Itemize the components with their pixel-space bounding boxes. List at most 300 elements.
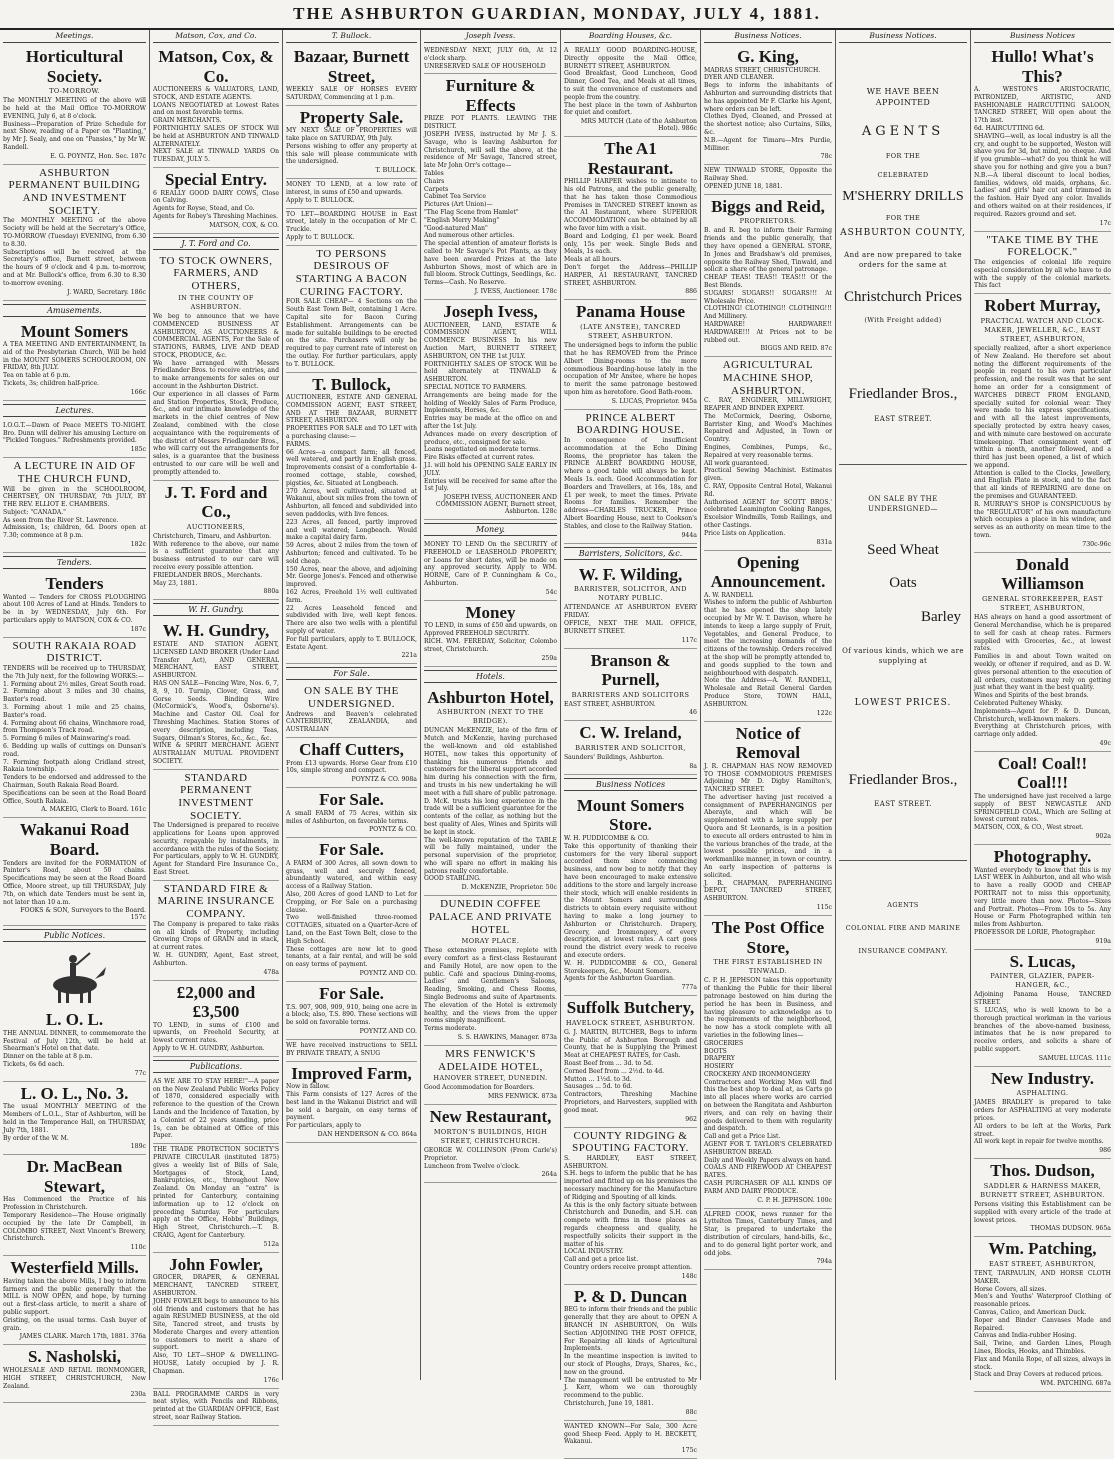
notice-line: ASHBURTON COUNTY, (840, 228, 966, 239)
ad-ball-programme-cards-in (153, 1389, 279, 1426)
ad-title: S. Nasholski, (27, 1347, 122, 1367)
ad-title: Branson & Purnell, (590, 650, 671, 690)
ad-subtitle: THE FIRST ESTABLISHED IN TINWALD. (713, 958, 823, 976)
section-header: J. T. Ford and Co. (153, 237, 279, 250)
ad-title: L. O. L. (45, 1010, 104, 1030)
notice-line: AGENTS (861, 124, 945, 140)
notice-line: AGENTS (887, 900, 919, 909)
ad-title: AGRICULTURAL MACHINE SHOP, ASHBURTON. (722, 359, 814, 397)
ad-signature: 17c (1099, 219, 1111, 227)
ad-signature: 182c (130, 541, 146, 549)
ad-body: MY NEXT SALE OF PROPERTIES will take place on SATURDAY, 9th July. Persons wishing to offer any property at this sale will please communicate with the undersigned. (286, 127, 417, 166)
ad-signature: 187c (130, 625, 146, 633)
ad-donald-williamson (974, 553, 1111, 752)
ad-chaff-cutters (286, 738, 417, 788)
ad-body: Tenders are invited for the FORMATION of Painter's Road, about 50 chains. Specifications may be seen at the Road Board Office, Moore street, up till THURSDAY, July 7th, on which date Tenders must be sent in, not later than 10 a.m. (3, 859, 148, 906)
ad-for-sale (286, 788, 417, 838)
ad-property-sale (286, 106, 417, 180)
column-header: T. Bullock. (286, 30, 417, 43)
ad-signature: 176c (263, 1376, 279, 1384)
ad-t-bullock (286, 373, 417, 665)
ad-signature: 117c (681, 636, 697, 644)
ad-body: FOR SALE CHEAP— 4 Sections on the South East Town Belt, containing 1 Acre. Capital site for Bacon Curing Establishment. Arrangements can be made for suitable buildings to be erected on the site. Purchasers will only be required to pay current rate of interest on the outlay. For further particulars, apply to T. BULLOCK. (286, 298, 419, 368)
notice-line: Oats (889, 575, 917, 592)
ad-agricultural-machine-shop-ashburton (704, 357, 832, 550)
ad-signature: 986 (1099, 1147, 1111, 1155)
ad-title: W. F. Wilding, (578, 564, 683, 584)
ad-body: Adjoining Panama House, TANCRED STREET. S. LUCAS, who is well known to be a thorough practical workman in the various branches of the above-named business, intimates that he is now prepared to receive orders, and solicits a share of public support. (974, 991, 1111, 1053)
ad-title: J. T. Ford and Co., (164, 482, 268, 522)
ad-subtitle: IN THE COUNTY OF ASHBURTON. (178, 293, 254, 311)
ad-dr-macbean-stewart (3, 1155, 146, 1256)
ad-alfred-cook-news-runner (704, 1209, 832, 1271)
ad-subtitle: BARRISTERS AND SOLICITORS (571, 690, 690, 699)
section-header: Business Notices (564, 778, 697, 791)
ad-signature: 77c (134, 1069, 146, 1077)
ad-title: For Sale. (319, 790, 384, 810)
ad-signature: POYNTZ AND CO. (359, 1027, 417, 1035)
ad-new-tinwald-store-oppos (704, 165, 832, 194)
ad-title: TO STOCK OWNERS, FARMERS, AND OTHERS, (159, 254, 273, 293)
ad-body: The exigencies of colonial life require especial consideration by all who have to do with the supply of the colonial markets. This fact (974, 258, 1113, 290)
section-header: Amusements. (3, 304, 146, 317)
ad-signature: THOMAS DUDSON. 965a (1030, 1225, 1111, 1233)
ad-title: MRS FENWICK'S ADELAIDE HOTEL, (438, 1048, 543, 1073)
ad-john-fowler (153, 1253, 279, 1389)
ad-bazaar-burnett-street (286, 45, 417, 106)
ad-signature: 794a (816, 1258, 832, 1266)
ad-body: TO LEND, in sums of £50 and upwards, on Approved FREEHOLD SECURITY. RICH. WM. FEREDAY, Solicitor, Colombo street, Christchurch. (424, 622, 557, 653)
ad-signature: DAN HENDERSON & CO. 864a (317, 1130, 417, 1138)
ad-title: For Sale. (319, 984, 384, 1004)
column-header: Meetings. (3, 30, 146, 43)
ad-signature: J. IVESS, Auctioneer. 178c (474, 288, 557, 296)
ad-body: AUCTIONEERS & VALUATORS, LAND, STOCK, AND ESTATE AGENTS. LOANS NEGOTIATED at Lowest Rates and on most favorable terms. GRAIN MERCHANTS. FORTNIGHTLY SALES OF STOCK Will be held at ASHBURTON AND TINWALD ALTERNATELY. NEXT SALE at TINWALD YARDS On TUESDAY, JULY 5. (153, 86, 279, 164)
ad-furniture-effects (424, 74, 557, 300)
ad-body: The usual MONTHLY MEETING of the Members of L.O.L., Star of Ashburton, will be held in the Temperance Hall, on THURSDAY, July 7th, 1881. By order of the W. M. (3, 1103, 146, 1142)
ad-signature: 831a (816, 538, 832, 546)
ad-subtitle: PROPRIETORS. (739, 217, 797, 226)
ad-subtitle: SADDLER & HARNESS MAKER, BURNETT STREET, ASHBURTON. (980, 1181, 1105, 1199)
ad-title: £2,000 and £3,500 (176, 982, 256, 1022)
ad-signature: 886 (685, 288, 697, 296)
masthead (0, 0, 1114, 30)
ad-signature: 259a (541, 654, 557, 662)
ad-signature: MRS MUTCH (Late of the Ashburton Hotel). 986c (580, 118, 697, 133)
ad-title: Robert Murray, (984, 296, 1101, 316)
horseman-illustration (40, 945, 110, 1005)
ad-title: A LECTURE IN AID OF THE CHURCH FUND, (13, 460, 136, 485)
ad-title: Ashburton Hotel, (427, 687, 554, 707)
ad-the-post-office-store (704, 916, 832, 1209)
ad-take-time-by-the-forelock (974, 232, 1111, 294)
ad-the-trade-protection-soc (153, 1144, 279, 1253)
ad-new-restaurant (424, 1105, 557, 1183)
ad-matson-cox-co (153, 45, 279, 168)
ad-signature: 189c (130, 1143, 146, 1151)
masthead-title: THE ASHBURTON GUARDIAN, MONDAY, JULY 4, 1881. (293, 4, 821, 23)
ad-signature: 478a (263, 968, 279, 976)
ad-wanted-known-for-sale-3 (564, 1421, 697, 1459)
ad-body: specially realized, after a short experience of New Zealand. He therefore set about noting the different requirements of the people in regard to his own particular profession, and the result was that he sent home an order for a consignment of WATCHES DIRECT FROM ENGLAND, specially suited for colonial wear. They were made to his express specifications, and with all the latest improvements, specially protected by extra heavy cases, and with minute care bestowed on accurate timekeeping. That consignment went off within a month, another followed, and a third has just been opened, a list of which we append. Attention is called to the Clocks, Jewellery, and English Plate in stock, and to the fact that all kinds of REPAIRING are done on the premises and GUARANTEED. R. MURRAY'S SHOP is CONSPICUOUS by the "REGULATOR" of his own manufacture which occupies a place in his window, and serves as an authority on mean time to the town. (974, 344, 1111, 540)
ad-body: Andrews and Beaven's celebrated CANTERBURY, ZEALANDIA, and AUSTRALIAN (286, 710, 419, 734)
ad-signature: SAMUEL LUCAS. 111c (1038, 1054, 1111, 1062)
ad-body: Has Commenced the Practice of his Profession in Christchurch. Temporary Residence—The House originally occupied by the late Dr Campbell, in COLOMBO STREET, Next Vincent's Brewery, Christchurch. (3, 1196, 146, 1243)
ad-mount-somers-store (564, 794, 697, 996)
notice-line: Christchurch Prices (844, 289, 962, 306)
ad-body: The undersigned have just received a large supply of BEST NEWCASTLE AND SPRINGFIELD COAL, Which are Selling at lowest current rates. MATSON, COX, & CO., West street. (974, 792, 1111, 832)
ad-body: We beg to announce that we have COMMENCED BUSINESS AT ASHBURTON, AS AUCTIONEERS & COMMERCIAL AGENTS, For the Sale of STATIONS, FARMS, LIVE AND DEAD STOCK, PRODUCE, &c. We have arranged with Messrs Friedlander Bros. to receive entries, and to make arrangements for sales on our account in the Ashburton District. Our experience in all classes of Farm and Station Properties, Stock, Produce, &c., and our intimate knowledge of the markets in the chief centres of New Zealand, combined with the close acquaintance with the requirements of the district of Messrs Friedlander Bros., who will carry out the arrangements for sales, is a guarantee that the business entrusted to our care will be well and promptly attended to. (153, 312, 279, 476)
ad-title: Bazaar, Burnett Street, (293, 47, 410, 86)
ad-title: Biggs and Reid, (711, 196, 825, 216)
ad-title: L. O. L., No. 3. (20, 1083, 129, 1103)
ad-body: The Undersigned is prepared to receive applications for Loans upon approved security, repayable by instalments, in accordance with the rules of the Society. For particulars, apply to W. H. GUNDRY, Agent for Standard Fire Insurance Co., East Street. (153, 822, 281, 877)
ad-title: Hullo! What's This? (991, 47, 1094, 86)
ad-body: G. J. MARTIN, BUTCHER, Begs to inform the Public of Ashburton Borough and County, that he is Supplying the Primest Meat at CHEAPEST RATES, for Cash. Roast Beef from ... 3d. to 5d. Corned Beef from ... 2½d. to 4d. Mutton ... 1½d. to 3d. Sausages ... 5d. to 6d. Contractors, Threshing Machine Proprietors, and Harvesters, supplied with good meat. (564, 1028, 697, 1114)
notice-line: (With Freight added) (864, 315, 942, 324)
ad-body: PHILLIP HARPER wishes to intimate to his old Patrons, and the public generally, that he has taken those Commodious Premises in TANCRED STREET known as the A1 Restaurant, where SUPERIOR ACCOMMODATION can be obtained by all who favor him with a visit. Board and Lodging, £1 per week. Board only, 15s per week. Single Beds and Meals, 1s each. Meals at all hours. Don't forget the Address—PHILLIP HARPER, A1 RESTAURANT, TANCRED STREET, ASHBURTON. (564, 178, 697, 287)
ad-signature: 49c (1099, 739, 1111, 747)
ad-joseph-ivess (424, 300, 557, 520)
ad-suffolk-butchery (564, 996, 697, 1127)
ad-title: STANDARD PERMANENT INVESTMENT SOCIETY. (178, 771, 254, 822)
ad-standard-fire-marine-insurance-company (153, 881, 279, 981)
ad-body: Good Accommodation for Boarders. (424, 1084, 535, 1092)
ad-title: DUNEDIN COFFEE PALACE AND PRIVATE HOTEL (428, 898, 553, 936)
ad-body: MONEY TO LEND On the SECURITY of FREEHOLD or LEASEHOLD PROPERTY, or Loans for short dates, will be made on any approved security. Apply to WM. HORNE, Care of P. Cunningham & Co., Ashburton. (424, 541, 559, 588)
ad-title: Dr. MacBean Stewart, (26, 1157, 123, 1196)
ad-notice-of-removal (704, 722, 832, 916)
ad-l-o-l-no-3 (3, 1082, 146, 1156)
ad-title: Opening Announcement. (710, 552, 826, 592)
ad-p-d-duncan (564, 1285, 697, 1421)
ad-wednesday-next-july-6th (424, 45, 557, 74)
ad-coal-coal-coal (974, 752, 1111, 845)
ad-body: MONEY TO LEND, at a low rate of interest, in sums of £50 and upwards. Apply to T. BULLOCK. (286, 181, 417, 204)
ad-body: Christchurch, Timaru, and Ashburton. With reference to the above, our name is a sufficient guarantee that any business entrusted to our care will receive every possible attention. FRIEDLANDER BROS., Merchants. May 23, 1881. (153, 532, 279, 587)
ad-body: J. R. CHAPMAN HAS NOW REMOVED TO THOSE COMMODIOUS PREMISES Adjoining Mr D. Digby Hamilton's, TANCRED STREET. The advertiser having just received a consignment of PAPERHANGINGS per Aberayle, and which will be supplemented with a large supply per Quora and St Leonards, is in a position to execute all orders entrusted to him in the various branches of the trade, at the lowest possible prices, and in a workmanlike manner, in town or country. An early inspection of patterns is solicited. J. R. CHAPMAN, PAPERHANGING DEPOT, TANCRED STREET, ASHBURTON. (704, 762, 832, 903)
ad-signature: JAMES CLARK. March 17th, 1881. 376a (19, 1333, 146, 1341)
ad-signature: 919a (1095, 937, 1111, 945)
ad-subtitle: BARRISTER AND SOLICITOR, (575, 744, 686, 753)
notice-line: WE HAVE BEEN APPOINTED (866, 87, 940, 108)
ad-body: C. RAY, ENGINEER, MILLWRIGHT, REAPER AND BINDER EXPERT. The McCormick, Deering, Osborne, Barrister King, and Wood's Machines Repaired and Adjusted, in Town or Country. Engines, Combines, Pumps, &c., Repaired at very reasonable terms. All work guaranteed. Practical Sewing Machinist. Estimates given. C. RAY, Opposite Central Hotel, Wakanui Rd. Authorised AGENT for SCOTT BROS.' celebrated Leamington Cooking Ranges, Excelsior Windmills, Tomb Railings, and other Castings. Price Lists on Application. (704, 397, 832, 537)
ad-title: Joseph Ivess, (443, 302, 538, 322)
column-business-b (971, 30, 1114, 1388)
ad-branson-purnell (564, 649, 697, 722)
ad-title: T. Bullock, (312, 374, 391, 394)
ad-signature: J. WARD, Secretary. 186c (67, 288, 146, 296)
ad-title: Tenders (45, 574, 104, 594)
notice-line: EAST STREET. (874, 800, 932, 809)
ad-subtitle: ASHBURTON (NEXT TO THE BRIDGE). (437, 708, 544, 726)
ad-body: THE ANNUAL DINNER, to commemorate the Festival of July 12th, will be held at Shearman's Hotel on that date. Dinner on the table at 8 p.m. Tickets, 6s 6d each. (3, 1029, 146, 1069)
column-ivess (421, 30, 561, 1380)
ad-body: TO LET—BOARDING HOUSE in East street, lately in the occupation of Mr C. Truckle. Apply to T. BULLOCK. (286, 210, 417, 241)
ad-title: Money (465, 602, 516, 622)
ad-title: P. & D. Duncan (573, 1286, 688, 1306)
ad-signature: 944a (681, 531, 697, 539)
ad-signature: 8a (689, 762, 697, 770)
ad-signature: E. G. POYNTZ, Hon. Sec. 187c (50, 152, 146, 160)
ad-money (424, 601, 557, 667)
ad-body: The undersigned begs to inform the public that he has REMOVED from the Prince Albert Dining-rooms to the more commodious Boarding-house lately in the occupation of Mr Anstee, where he hopes to merit the same patronage bestowed upon him as heretofore. Good Bath-room. (564, 342, 699, 396)
ad-signature: 166c (130, 388, 146, 396)
ad-as-we-are-to-stay-here (153, 1076, 279, 1144)
ad-title: Chaff Cutters, (299, 740, 404, 760)
ad-body: From £13 upwards. Horse Gear from £10 10s, simple strong and compact. (286, 759, 419, 775)
column-matson-cox (150, 30, 283, 1422)
column-header: Joseph Ivess. (424, 30, 557, 43)
ad-thos-dudson (974, 1159, 1111, 1237)
ad-we-have-received-instruc (286, 1040, 417, 1062)
ad-signature: 230a (130, 1391, 146, 1399)
ad-the-a1-restaurant (564, 137, 697, 300)
ad-body: BEG to inform their friends and the public generally that they are about to OPEN A BRANCH IN ASHBURTON, On Wills Section ADJOINING THE POST OFFICE, For Repairing all kinds of Agricultural Implements. In the meantime inspection is invited to our stock of Ploughs, Drays, Shares, &c., now on the ground. The management will be entrusted to Mr J. Kerr, whom we can thoroughly recommend to the public. Christchurch, June 19, 1881. (564, 1306, 697, 1407)
ad-body: Now in fallow. This Farm consists of 127 Acres of the best land in the Wakanui District and will be sold a bargain, on easy terms of payment. For particulars, apply to (286, 1083, 417, 1130)
ad-subtitle: PAINTER, GLAZIER, PAPER-HANGER, &C., (990, 972, 1095, 990)
ad-signature: BIGGS AND REID. 87c (760, 345, 832, 353)
ad-wm-patching (974, 1237, 1111, 1392)
column-header: Business Notices. (704, 30, 832, 43)
ad-signature: 730c-96c (1082, 540, 1111, 548)
ad-subtitle: AUCTIONEERS, (186, 522, 246, 531)
ad-l-o-l (3, 1008, 146, 1082)
notice-line: EAST STREET. (874, 414, 932, 423)
ad-body: THE TRADE PROTECTION SOCIETY'S PRIVATE CIRCULAR (instituted 1875) gives a weekly list of Bills of Sale, Mortgages of Stock, Land, Bankruptcies, etc., throughout New Zealand. On Monday an "extra" is printed for Canterbury, containing information up to 12 o'clock on preceding Saturday. For particulars apply at the Office, Hobbs' Buildings, High Street, Christchurch.—T. B. CRAIG, Agent for Canterbury. (153, 1146, 281, 1239)
ad-s-nasholski (3, 1345, 146, 1403)
ad-body: TO LEND, in sums of £100 and upwards, on Freehold Security, at lowest current rates. Apply to W. H. GUNDRY, Ashburton. (153, 1021, 279, 1053)
ad-title: Special Entry. (164, 170, 267, 190)
ad-title: Wm. Patching, (988, 1239, 1097, 1259)
ad-a-really-good-boarding-h (564, 45, 697, 137)
ad-title: Mount Somers (20, 321, 129, 341)
ad-signature: 54c (545, 588, 557, 596)
ad-body: TENDERS will be received up to THURSDAY, the 7th July next, for the following WORKS:— 1. Forming about 2½ miles, Great South road. 2. Forming about 3 miles and 30 chains, Baxter's road. 3. Forming about 1 mile and 25 chains, Baxter's road. 4. Forming about 66 chains, Winchmore road, from Thompson's Track road. 5. Forming 6 miles of Mainwaring's road. 6. Bedding up walls of cuttings on Dunsan's road. 7. Forming footpath along Cridland street, Rakaia township. Tenders to be endorsed and addressed to the Chairman, South Rakaia Road Board. Specifications can be seen at the Road Board Office, South Rakaia. (3, 665, 146, 805)
notice-line: Seed Wheat (867, 541, 939, 558)
ad-title: Notice of Removal (735, 723, 801, 763)
notice-line: Friedlander Bros., (848, 771, 958, 788)
ad-special-entry (153, 168, 279, 234)
ad-body: Persons visiting this Establishment can be supplied with every article of the trade at lowest prices. (974, 1200, 1113, 1224)
ad-title: New Industry. (991, 1068, 1094, 1088)
ad-dunedin-coffee-palace-and-private-hotel (424, 896, 557, 1046)
ad-signature: 962 (685, 1115, 697, 1123)
ad-title: G. King, (737, 47, 799, 66)
ad-title: C. W. Ireland, (579, 723, 682, 743)
ad-body: A FARM of 300 Acres, all sown down to grass, well and securely fenced, abundantly watered, and within easy access of a Railway Station. Also, 200 Acres of good LAND to Let for Cropping, or For Sale on a purchasing clause. Two well-finished three-roomed COTTAGES, situated on a Quarter-Acre of Land, on the East Town Belt, close to the High School. These cottages are now let to good tenants, at a fair rental, and will be sold on easy terms of payment. (286, 859, 417, 969)
section-header: For Sale. (286, 667, 417, 680)
column-boarding (561, 30, 701, 1455)
section-header: Money. (424, 523, 557, 536)
column-header: Business Notices (974, 30, 1111, 43)
notice-line: INSURANCE COMPANY. (858, 947, 948, 955)
ad-ashburton-hotel (424, 686, 557, 897)
ad-opening-announcement (704, 551, 832, 722)
ad-body: 6 REALLY GOOD DAIRY COWS, Close on Calving. Agents for Royse, Stead, and Co. Agents for Robey's Threshing Machines. (153, 189, 279, 220)
ad-title: Westerfield Mills. (10, 1258, 139, 1278)
notice-line: Friedlander Bros., (848, 386, 958, 403)
notice-line: CELEBRATED (877, 170, 929, 179)
ad-signature: 264a (541, 1171, 557, 1179)
ad-body: A. WESTON'S ARISTOCRATIC, PATRONIZED, ARTISTIC, AND FASHIONABLE HAIRCUTTING SALOON, TANCRED STREET, Will open about the 17th inst. 6d. HAIRCUTTING 6d. SHAVING—well, as local industry is all the cry, and ought to be supported, Weston will shave you for 3d, but mind, no cheque. And if you grumble—what? do you think he will shave you for nothing and give you a bun? N.B.—A liberal discount to local bodies, families, widows, old maids, orphans, &c. Ladies' and girls' hair cut and trimmed in the fashion. Hair Dyed any color. Invalids and others waited on at their residences, if required. Razors ground and set. (974, 86, 1111, 218)
ad-signature: 185c (130, 446, 146, 454)
ad-signature: D. McKENZIE, Proprietor. 50c (461, 884, 557, 892)
ad-body: Wanted — Tenders for CROSS PLOUGHING about 100 Acres of Land at Hinds. Tenders to be in by WEDNESDAY, July 6th. For particulars apply to MATSON, COX & CO. (3, 593, 148, 625)
ad-body: A small FARM of 75 Acres, within six miles of Ashburton, on favorable terms. (286, 809, 419, 825)
ad-a-lecture-in-aid-of-the-church-fund (3, 458, 146, 553)
ad-body: WEDNESDAY NEXT, JULY 6th, At 12 o'clock sharp. UNRESERVED SALE OF HOUSEHOLD (424, 47, 557, 70)
ad-title: Furniture & Effects (445, 76, 536, 115)
ad-body: In consequence of insufficient accommodation at the Echo Dining Rooms, the proprietor has taken the PRINCE ALBERT BOARDING HOUSE, where a good table will always be kept. Meals 1s. each. Good Accommodation for Boarders and Travellers, at 16s, 18s, and £1 per week, to meet the times. Private Rooms for families. Remember the address—CHARLES TRUCKER, Prince Albert Boarding House, next to Cookson's Stables, and close to the Railway Station. (564, 437, 699, 530)
ad-s-lucas (974, 950, 1111, 1067)
ad-2-000-and-3-500 (153, 981, 279, 1057)
ad-g-king (704, 45, 832, 165)
ad-title: Property Sale. (299, 107, 404, 127)
ad-subtitle: (LATE ANSTEE), TANCRED STREET, ASHBURTON. (580, 322, 681, 341)
ad-body: TENT, TARPAULIN, AND HORSE CLOTH MAKER. Horse Covers, all sizes. Men's and Youths' Waterproof Clothing of reasonable prices. Canvas, Calico, and American Duck. Roper and Binder Canvases Made and Repaired. Canvas and India-rubber Hosing. Sail, Twine, and Garden Lines, Plough Lines, Blocks, Hooks, and Thimbles. Flax and Manila Rope, of all sizes, always in stock. Stack and Dray Covers at reduced prices. (974, 1269, 1111, 1379)
notice-line: Of various kinds, which we are supplying at (842, 647, 964, 666)
section-header: Hotels. (424, 670, 557, 683)
ad-body: MADRAS STREET, CHRISTCHURCH. DYER AND CLEANER. Begs to inform the inhabitants of Ashburton and surrounding districts that he has appointed Mr F. Clarke his Agent, where orders can be left. Clothes Dyed, Cleaned, and Pressed at the shortest notice; also Curtains, Silks, &c. N.B.—Agent for Timaru—Mrs Purdie, Milliner. (704, 66, 832, 152)
ad-body: BALL PROGRAMME CARDS in very neat styles, with Pencils and Ribbons, printed at the GUARDIAN OFFICE, East street, near Railway Station. (153, 1390, 281, 1422)
ad-title: "TAKE TIME BY THE FORELOCK." (986, 233, 1099, 259)
ad-signature: MRS FENWICK. 873a (487, 1093, 557, 1101)
notice-line: FOR THE (885, 151, 921, 160)
ad-signature: 175c (681, 1447, 697, 1455)
ad-horticultural-society (3, 45, 146, 165)
ad-mount-somers (3, 320, 146, 401)
ad-title: W. H. Gundry, (162, 621, 270, 641)
section-header: W. H. Gundry. (153, 603, 279, 616)
ad-body: ATTENDANCE AT ASHBURTON EVERY FRIDAY. OFFICE, NEXT THE MAIL OFFICE, BURNETT STREET. (564, 604, 697, 635)
ad-title: Improved Farm, (291, 1063, 412, 1083)
ad-body: The Company is prepared to take risks on all kinds of Property, including Growing Crops of GRAIN and in stack, at current rates. W. H. GUNDRY, Agent, East street, Ashburton. (153, 920, 279, 967)
ad-title: ON SALE BY THE UNDERSIGNED. (304, 685, 399, 711)
ad-signature: MATSON, COX, & CO. (209, 221, 279, 229)
section-header: Lectures. (3, 404, 146, 417)
ad-signature: 110c (130, 1244, 146, 1252)
ad-south-rakaia-road-district (3, 638, 146, 819)
column-business-a (701, 30, 836, 1380)
ad-body: A REALLY GOOD BOARDING-HOUSE, Directly opposite the Mail Office, BURNETT STREET, ASHBURTON. Good Breakfast, Good Luncheon, Good Dinner, Good Tea, and Meals at all times, to suit the convenience of customers and people from the country. The best place in the town of Ashburton for quiet and comfort. (564, 47, 697, 117)
ad-body: WEEKLY SALE OF HORSES EVERY SATURDAY, Commencing at 1 p.m. (286, 86, 419, 101)
ad-subtitle: PRACTICAL WATCH AND CLOCK-MAKER, JEWELLER, &C., EAST STREET, ASHBURTON, (980, 316, 1105, 343)
ad-subtitle: MORAY PLACE. (461, 937, 520, 946)
ad-body: I.O.G.T.—Dawn of Peace MEETS TO-NIGHT. Bro. Dunn will deliver his amusing Lecture on "Pickled Tongues." Refreshments provided. (3, 421, 148, 445)
ad-signature: 78c (820, 153, 832, 161)
ad-body: A. W. RANDELL Wishes to inform the public of Ashburton that he has opened the shop lately occupied by Mr W. T. Davison, where he intends to keep a large supply of Fruit, Vegetables, and General Produce, to meet the increasing demands of the citizens of the township. Orders received at the shop will be promptly attended to, and goods supplied to the town and neighbourhood with despatch. Note the Address—A. W. RANDELL, Wholesale and Retail General Garden Produce Store, TOWN HALL, ASHBURTON. (704, 591, 832, 708)
ad-body: The MONTHLY MEETING of the above will be held at the Mail Office TO-MORROW EVENING, July 6, at 8 o'clock. Business—Preparation of Prize Schedule for next Show, reading of a Paper on "Planting," by Mr J. Sealy, and one on "Pansies," by Mr W. Randell. (3, 97, 146, 151)
ad-w-h-gundry (153, 619, 279, 769)
ad-signature: 46 (689, 709, 697, 717)
ad-wakanui-road-board (3, 818, 146, 926)
ad-title: Photography. (993, 846, 1092, 866)
ad-subtitle: MORTON'S BUILDINGS, HIGH STREET, CHRISTCHURCH. (433, 1127, 548, 1145)
ad-signature: 221a (401, 652, 417, 660)
ad-body: Will be given in the SCHOOLROOM, CHERTSEY, ON THURSDAY, 7th JULY, BY THE REV. ELLIOT E. CHAMBERS. Subject: "CANADA." As seen from the River St. Lawrence. Admission, 1s; children, 6d. Doors open at 7.30; commence at 8 p.m. (3, 485, 146, 540)
ad-title: TO PERSONS DESIROUS OF STARTING A BACON CURING FACTORY. (295, 247, 408, 298)
ad-body: WE have received instructions to SELL BY PRIVATE TREATY, A SNUG (286, 1041, 419, 1057)
column-header: Matson, Cox, and Co. (153, 30, 279, 43)
ad-body: Having taken the above Mills, I beg to inform farmers and the public generally that the MILL is NOW OPEN, and hope, by turning out a first-class article, to merit a share of public support. Gristing, on the usual terms. Cash buyer of grain. (3, 1277, 146, 1332)
ad-signature: 148c (681, 1272, 697, 1280)
ad-signature: S. LUCAS, Proprietor. 945a (611, 397, 697, 405)
ad-body: Wanted everybody to know that this is my LAST WEEK in Ashburton, and all who wish to have a really GOOD and CHEAP PORTRAIT not to miss this opportunity, very little more than now. Photos—Sixes and Portrait. Photos—From 10s to 5s. Any House or Farm Photographed within ten miles from Ashburton. PROFESSOR DE LORIE, Photographer. (974, 866, 1111, 936)
ad-signature: 512a (263, 1240, 279, 1248)
ad-title: Suffolk Butchery, (566, 998, 695, 1018)
ad-body: ESTATE AND STATION AGENT, LICENSED LAND BROKER (Under Land Transfer Act), AND GENERAL MERCHANT, EAST STREET, ASHBURTON. HAS ON SALE—Fencing Wire, Nos. 6, 7, 8, 9, 10. Turnip, Clover, Grass, and Gorse Seeds. Binding Wire (McCormick's, Wood's, Osborne's). Machine and Castor Oil. Coal for Threshing Machines. Station Stores of every description, including Teas, Sugars, Oilman's Stores, &c., &c., &c. WINE & SPIRIT MERCHANT. AGENT AUSTRALIAN MUTUAL PROVIDENT SOCIETY. (153, 640, 279, 765)
notice-line: Barley (921, 608, 961, 625)
ad-westerfield-mills (3, 1256, 146, 1345)
ad-to-persons-desirous-of-starting-a-bacon- (286, 246, 417, 373)
ad-panama-house (564, 300, 697, 409)
ad-signature: T. BULLOCK. (375, 167, 417, 175)
ad-w-f-wilding (564, 563, 697, 649)
ad-signature: 777a (681, 984, 697, 992)
ad-signature: 122c (816, 709, 832, 717)
section-header: Barristers, Solicitors, &c. (564, 547, 697, 560)
ad-body: The MONTHLY MEETING of the above Society will be held at the Secretary's Office, TO-MORROW (Tuesday) EVENING, from 6.30 to 8.30. Subscriptions will be received at the Secretary's office, Burnett street, between the hours of 9 o'clock and 4 p.m. to-morrow, and at Mr. Bullock's office, from 6.30 to 8.30 to-morrow evening. (3, 217, 146, 287)
ad-body: AUCTIONEER, LAND, ESTATE & COMMISSION AGENT, WILL COMMENCE BUSINESS In his new Auction Mart, BURNETT STREET, ASHBURTON, ON THE 1st JULY. FORTNIGHTLY SALES OF STOCK Will be held alternately at TINWALD & ASHBURTON. SPECIAL NOTICE TO FARMERS. Arrangements are being made for the holding of Weekly Sales of Farm Produce, Implements, Horses, &c. Entries may be made at the office on and after the 1st July. Advances made on every description of produce, etc., consigned for sale. Loans negotiated on moderate terms. Fire Risks effected at current rates. J.I. will hold his OPENING SALE EARLY IN JULY. Entries will be received for same after the 1st July. (424, 321, 557, 493)
ad-subtitle: EAST STREET, ASHBURTON, (988, 1259, 1097, 1268)
ad-body: B. and R. beg to inform their Farming friends and the public generally, that they have opened a GENERAL STORE, In Jones and Bradshaw's old premises, opposite the Railway Shed, Tinwald, and solicit a share of the general patronage. CHEAP TEAS! TEAS!! TEAS!!! Of the Best Blends. SUGARS! SUGARS!! SUGARS!!! At Wholesale Price. CLOTHING! CLOTHING!! CLOTHING!!! And Millinery. HARDWARE! HARDWARE!! HARDWARE!!! At Prices not to be rubbed out. (704, 227, 832, 344)
ad-title: John Fowler, (169, 1254, 263, 1274)
ad-title: Thos. Dudson, (990, 1161, 1095, 1181)
ad-signature: POYNTZ & CO. (368, 826, 417, 834)
ad-hullo-what-s-this (974, 45, 1111, 232)
ad-c-w-ireland (564, 721, 697, 774)
ad-title: Coal! Coal!! Coal!!! (997, 753, 1088, 793)
ad-title: Donald Williamson (1001, 554, 1084, 594)
section-header: Publications. (153, 1060, 279, 1073)
ad-title: The A1 Restaurant. (587, 139, 674, 178)
ad-title: New Restaurant, (429, 1107, 552, 1127)
ad-signature: POYNTZ & CO. 908a (351, 776, 417, 784)
ad-body: W. H. PUDDICOMBE & CO. Take this opportunity of thanking their customers for the very liberal support accorded them since commencing business, and now beg to notify that they have been encouraged to make extensive additions to the store and largely increase their stock, which will enable residents in the Mount Somers and surrounding districts to obtain every requisite without having to make a long journey to Ashburton or Christchurch. Drapery, Grocery, and Ironmongery, of every description, at lowest rates. A cart goes round the district every week to receive and execute orders. W. H. PUDDICOMBE & CO., General Storekeepers, &c., Mount Somers. Agents for the Ashburton Guardian. (564, 835, 697, 983)
column-friedlander (836, 30, 971, 1380)
ad-subtitle: TO-MORROW. (49, 87, 100, 96)
ad-signature: 880a (263, 588, 279, 596)
ad-title: The Post Office Store, (711, 918, 825, 957)
column-header: Business Notices. (839, 30, 967, 43)
ad-title: ASHBURTON PERMANENT BUILDING AND INVESTMENT SOCIETY. (8, 166, 141, 217)
ad-signature: C. P. H. JEPHSON. 100c (757, 1196, 832, 1204)
ad-body: T.S. 907, 908, 909, 910, being one acre in a block; also, T.S. 890. These sections will be sold on favorable terms. (286, 1003, 419, 1027)
ad-signature: WM. PATCHING. 687a (1040, 1380, 1111, 1388)
ad-i-o-g-t-dawn-of-peace-m (3, 420, 146, 458)
ad-signature: S. S. HAWKINS, Manager. 873a (457, 1034, 557, 1042)
notice-line: LOWEST PRICES. (854, 698, 952, 709)
ad-signature: 115c (816, 904, 832, 912)
ad-photography (974, 845, 1111, 950)
ad-body: AUCTIONEER, ESTATE AND GENERAL COMMISSION AGENT, EAST STREET, AND AT THE BAZAAR, BURNETT STREET, ASHBURTON. PROPERTIES FOR SALE and TO LET with a purchasing clause:— FARMS. 66 Acres—a compact farm; all fenced, well watered, and partly in English grass. Improvements consist of a comfortable 4-roomed cottage, stable, cowshed, pigsties, &c. Situated at Longbeach. 270 Acres, well cultivated, situated at Wakanui, about six miles from the town of Ashburton, all fenced and subdivided into seven paddocks, with live fences. 223 Acres, all fenced, partly improved and well watered; Longbeach. Would make a capital dairy farm. 59 Acres, about 2 miles from the town of Ashburton; fenced and cultivated. To be sold cheap. 150 Acres, near the above, and adjoining Mr. George Jones's. Fenced and otherwise improved. 162 Acres, Freehold 1½ well cultivated farm. 22 Acres Leasehold fenced and subdivided with live, well kept fences. There are also two wells with a plentiful supply of water. For full particulars, apply to T. BULLOCK, Estate Agent. (286, 394, 417, 651)
ad-subtitle: ASPHALTING. (1016, 1089, 1069, 1098)
ad-mrs-fenwick-s-adelaide-hotel (424, 1046, 557, 1105)
ad-title: Wakanui Road Board. (19, 820, 130, 859)
column-meetings (0, 30, 150, 1399)
ad-signature: JOSEPH IVESS, AUCTIONEER AND COMMISSION AGENT, Burnett street, Ashburton. 128c (435, 494, 557, 516)
ad-robert-murray (974, 294, 1111, 553)
section-header: Tenders. (3, 556, 146, 569)
notice-line: FOR THE (885, 214, 921, 223)
ad-body: DUNCAN McKENZIE, late of the firm of Mutch and McKenzie, having purchased the well-known and old established HOTEL, now takes this opportunity of thanking his numerous friends and customers for the liberal support accorded him during his connection with the firm, and trusts in his new undertaking he will meet with a full share of public patronage. D. McK. trusts his long experience in the trade will be a sufficient guarantee for the contents of the cellar, as nothing but the best quality of Ales, Wines and Spirits will be kept in stock. The well-known reputation of the TABLE will be fully maintained, under the personal supervision of the proprietor, who will spare no effort in making his patrons really comfortable. GOOD STABLING. (424, 727, 557, 883)
ad-body: NEW TINWALD STORE, Opposite the Railway Shed. OPENED JUNE 18, 1881. (704, 167, 832, 190)
ad-title: For Sale. (319, 840, 384, 860)
ad-title: COUNTY RIDGING & SPOUTING FACTORY. (572, 1129, 689, 1155)
ad-body: GEORGE W. COLLINSON (From Carle's) Proprietor. Luncheon from Twelve o'clock. (424, 1146, 557, 1170)
ad-signature: 902a (1095, 832, 1111, 840)
